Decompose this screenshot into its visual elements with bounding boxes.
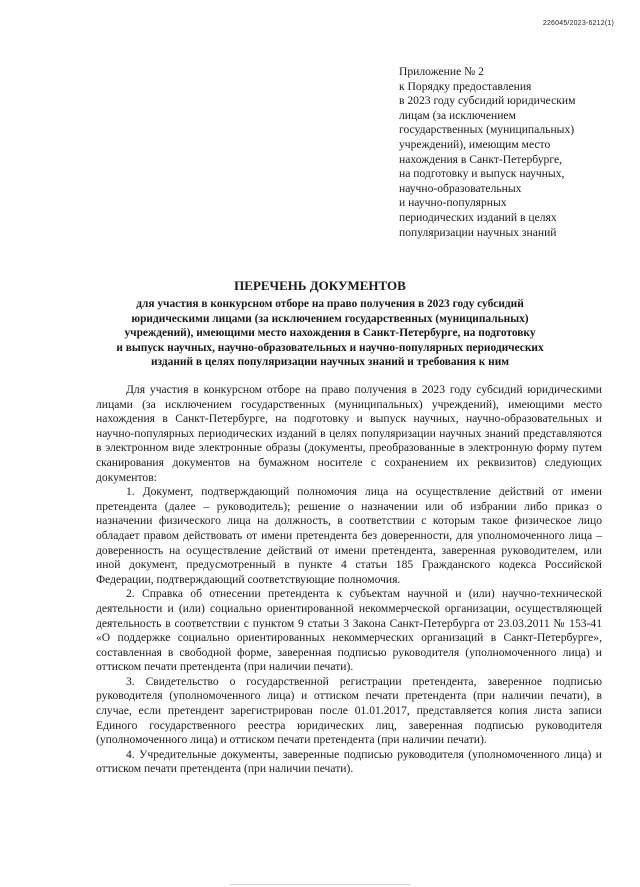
appendix-line: к Порядку предоставления [399, 79, 532, 93]
appendix-line: государственных (муниципальных) [399, 123, 575, 137]
appendix-line: лицам (за исключением [399, 108, 516, 122]
appendix-line: научно-образовательных [399, 181, 522, 195]
subtitle-line: учреждений), имеющими место нахождения в Санкт-Петербурге, на подготовку [124, 327, 536, 340]
appendix-line: популяризации научных знаний [399, 225, 557, 239]
intro-paragraph: Для участия в конкурсном отборе на право получения в 2023 году субсидий юридическими лицами (за исключением государственных (муниципальных) учреждений), имеющими место нахождения в Санкт-Петербурге, на подготовку и выпуск научных, научно-образовательных и научно-популярных периодических изданий в целях популяризации научных знаний представляются в электронном виде электронные образы (документы, преобразованные в электронную форму путем сканирования документов на бумажном носителе с сохранением их реквизитов) следующих документов: [96, 383, 602, 484]
subtitle-line: юридическими лицами (за исключением государственных (муниципальных) [131, 312, 529, 325]
page-divider [230, 884, 410, 885]
item-paragraph-4: 4. Учредительные документы, заверенные подписью руководителя (уполномоченного лица) и оттиском печати претендента (при наличии печати). [96, 747, 602, 776]
appendix-line: Приложение № 2 [399, 65, 484, 78]
appendix-block [399, 65, 629, 240]
subtitle-line: и выпуск научных, научно-образовательных и научно-популярных периодических [116, 341, 544, 354]
appendix-line: периодических изданий в целях [399, 210, 557, 224]
item-paragraph-3: 3. Свидетельство о государственной регистрации претендента, заверенное подписью руководителя (уполномоченного лица) и оттиском печати претендента (при наличии печати), в случае, если претендент зарегистрирован после 01.01.2017, представляется копия листа записи Единого государственного реестра юридических лиц, заверенная подписью руководителя (уполномоченного лица) и оттиском печати претендента (при наличии печати). [96, 674, 602, 747]
appendix-line: и научно-популярных [399, 196, 507, 210]
appendix-line: учреждений), имеющим место [399, 137, 551, 151]
item-paragraph-1: 1. Документ, подтверждающий полномочия лица на осуществление действий от имени претендента (далее – руководитель); решение о назначении или об избрании либо приказ о назначении физического лица на должность, в соответствии с которым такое физическое лицо обладает правом действовать от имени претендента без доверенности, для уполномоченного лица – доверенность на осуществление действий от имени претендента, заверенная руководителем, или иной документ, предусмотренный в пункте 4 статьи 185 Гражданского кодекса Российской Федерации, подтверждающий соответствующие полномочия. [96, 485, 602, 586]
document-subtitle [60, 297, 600, 370]
appendix-line: в 2023 году субсидий юридическим [399, 94, 576, 108]
item-paragraph-2: 2. Справка об отнесении претендента к субъектам научной и (или) научно-технической деятельности и (или) социально ориентированной некоммерческой организации, осуществляющей деятельность в соответствии с пунктом 9 статьи 3 Закона Санкт-Петербурга от 23.03.2011 № 153-41 «О поддержке социально ориентированных некоммерческих организаций в Санкт-Петербурге», составленная в свободной форме, заверенная подписью руководителя (уполномоченного лица) и оттиском печати претендента (при наличии печати). [96, 587, 602, 674]
document-title: ПЕРЕЧЕНЬ ДОКУМЕНТОВ [234, 278, 406, 293]
document-body [96, 383, 602, 777]
document-number: 226045/2023-6212(1) [542, 20, 614, 27]
subtitle-line: изданий в целях популяризации научных знаний и требования к ним [150, 356, 510, 369]
subtitle-line: для участия в конкурсном отборе на право получения в 2023 году субсидий [136, 298, 524, 310]
appendix-line: на подготовку и выпуск научных, [399, 167, 565, 181]
appendix-line: нахождения в Санкт-Петербурге, [399, 152, 562, 166]
